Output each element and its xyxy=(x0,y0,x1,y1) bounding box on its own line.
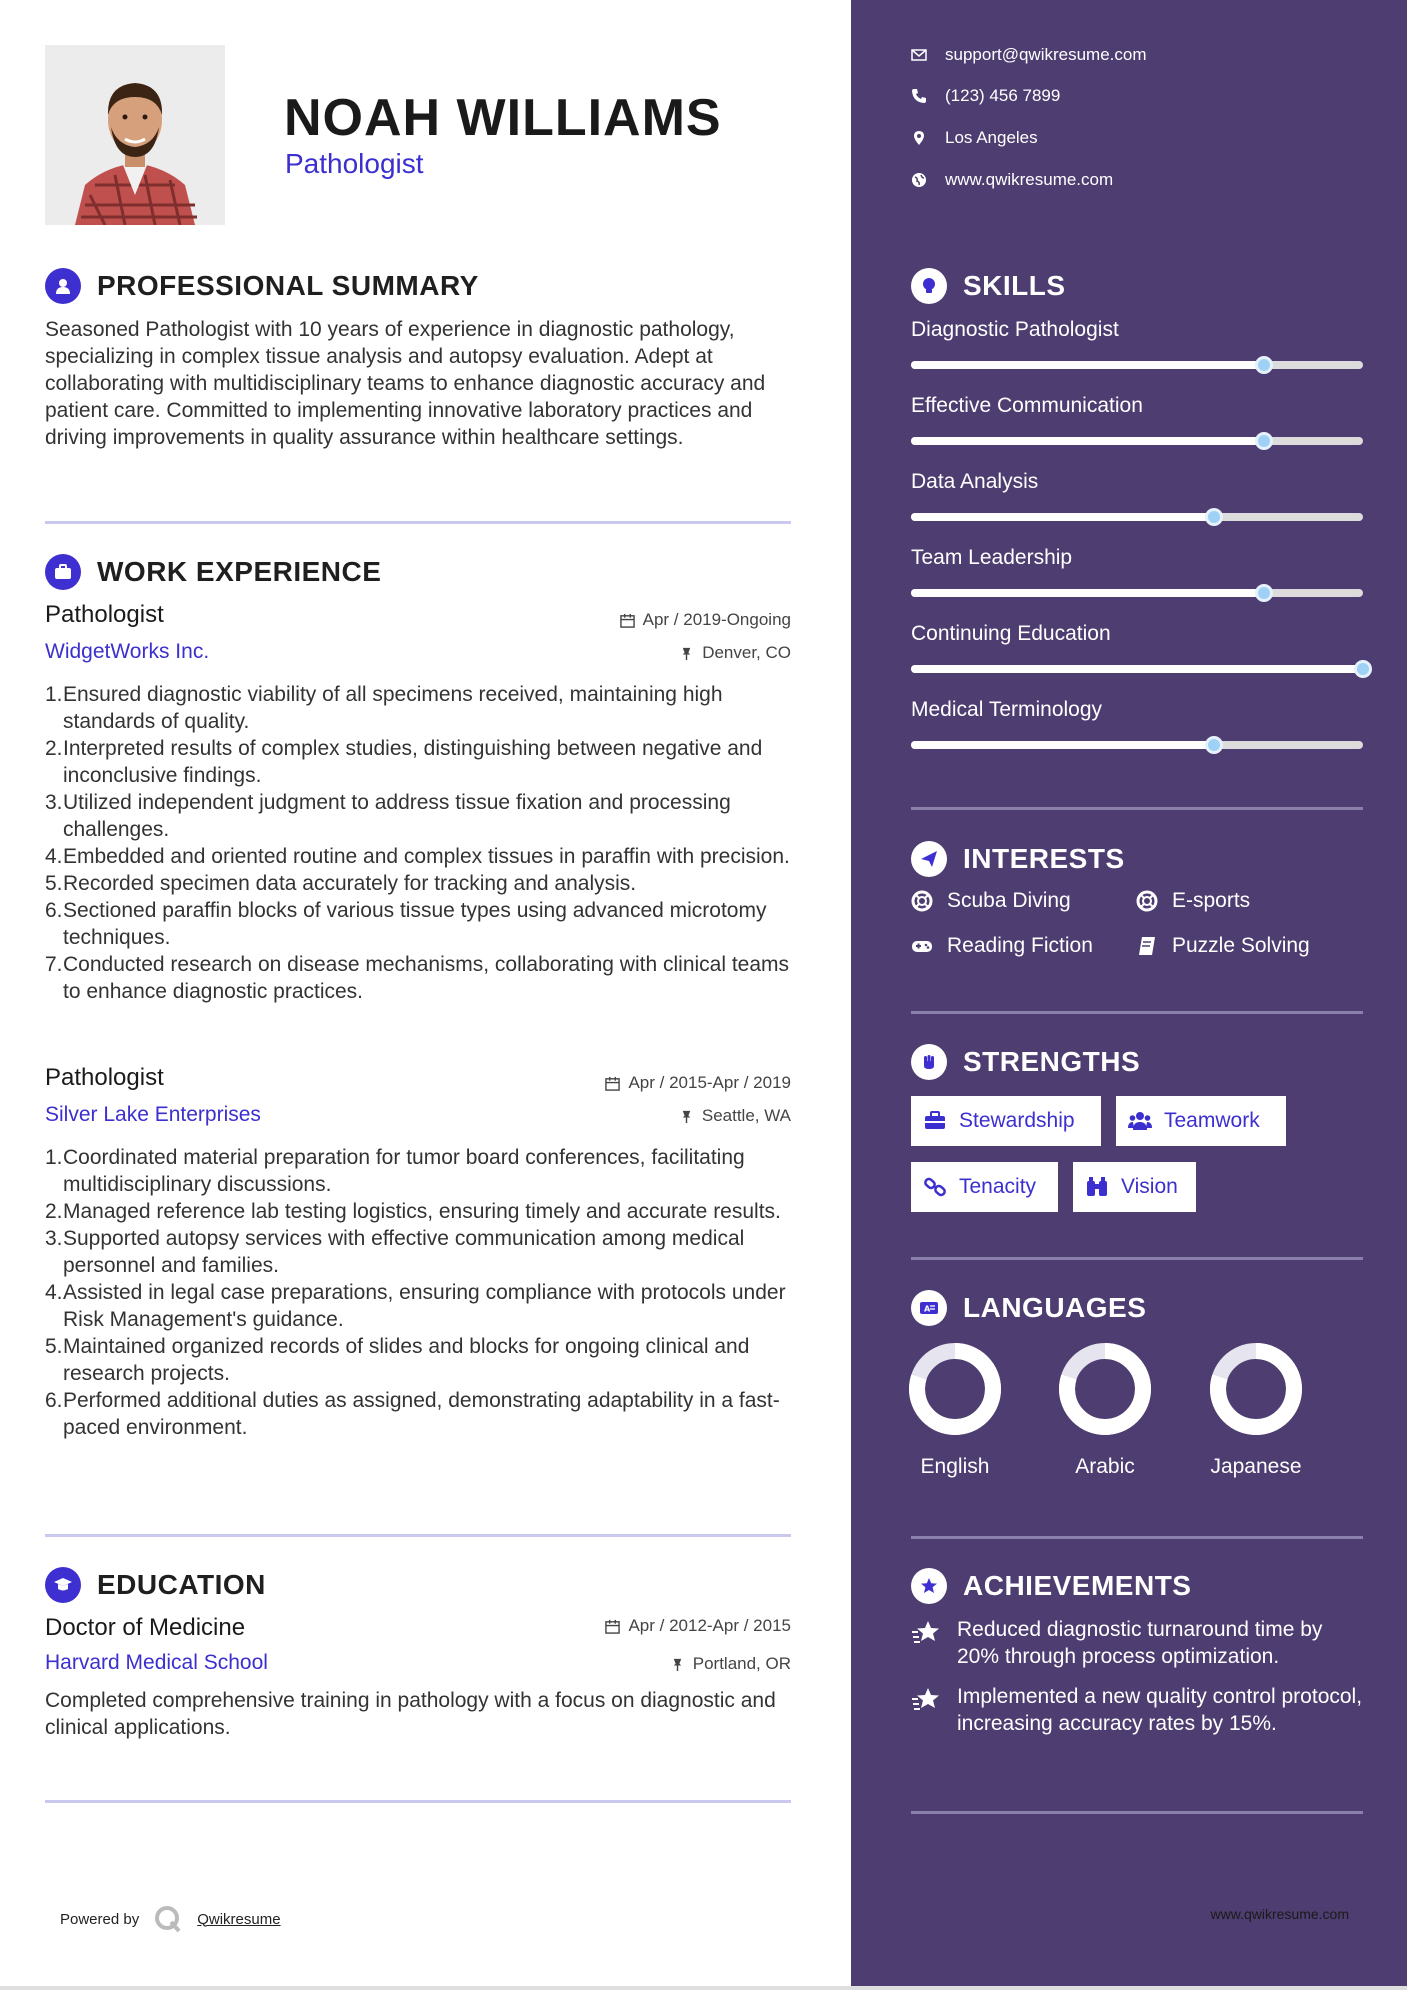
section-divider xyxy=(911,1257,1363,1260)
strength-badge: Tenacity xyxy=(911,1162,1058,1212)
pin-icon xyxy=(670,1657,685,1672)
skill-level-knob xyxy=(1354,660,1372,678)
list-item: 2. Interpreted results of complex studies, distinguishing between negative and inconclusive findings. xyxy=(45,737,763,787)
envelope-icon xyxy=(911,47,927,63)
skill-bar-fill xyxy=(911,741,1214,749)
achievement-item: Implemented a new quality control protocol, increasing accuracy rates by 15%. xyxy=(911,1683,1363,1737)
phone-icon xyxy=(911,88,927,104)
skill-label: Effective Communication xyxy=(911,394,1143,417)
skill-level-knob xyxy=(1255,432,1273,450)
gamepad-icon xyxy=(911,935,933,957)
skill-bar xyxy=(911,665,1363,673)
contact-location: Los Angeles xyxy=(911,128,1038,148)
education-text: Completed comprehensive training in pathology with a focus on diagnostic and clinical applications. xyxy=(45,1689,776,1739)
language-ring xyxy=(1208,1341,1304,1437)
language-ring xyxy=(907,1341,1003,1437)
summary-heading: PROFESSIONAL SUMMARY xyxy=(45,268,479,304)
skill-label: Diagnostic Pathologist xyxy=(911,318,1119,341)
section-divider xyxy=(45,1534,791,1537)
star-badge-icon xyxy=(911,1568,947,1604)
pin-icon xyxy=(679,646,694,661)
list-item: 4. Embedded and oriented routine and complex tissues in paraffin with precision. xyxy=(45,845,790,868)
lightbulb-icon xyxy=(911,268,947,304)
skill-level-knob xyxy=(1205,508,1223,526)
list-item: 6. Sectioned paraffin blocks of various tissue types using advanced microtomy techniques. xyxy=(45,899,767,949)
section-divider xyxy=(911,1811,1363,1814)
section-divider xyxy=(911,807,1363,810)
section-divider xyxy=(911,1536,1363,1539)
page-bottom-edge xyxy=(0,1986,1407,1990)
education-location: Portland, OR xyxy=(670,1654,791,1674)
skills-heading: SKILLS xyxy=(911,268,1066,304)
degree-title: Doctor of Medicine xyxy=(45,1614,246,1641)
skill-bar xyxy=(911,589,1363,597)
school-name: Harvard Medical School xyxy=(45,1651,268,1674)
skill-bar xyxy=(911,361,1363,369)
list-item: 4. Assisted in legal case preparations, ensuring compliance with protocols under Risk Management's guidance. xyxy=(45,1281,786,1331)
job-title: Pathologist xyxy=(45,601,164,628)
skill-bar-fill xyxy=(911,513,1214,521)
skill-bar-fill xyxy=(911,437,1264,445)
candidate-name: NOAH WILLIAMS xyxy=(284,89,722,147)
binoculars-icon xyxy=(1085,1175,1109,1199)
strengths-heading: STRENGTHS xyxy=(911,1044,1140,1080)
list-item: 2. Managed reference lab testing logistics, ensuring timely and accurate results. xyxy=(45,1200,781,1223)
language-name: English xyxy=(920,1455,990,1478)
skill-level-knob xyxy=(1255,356,1273,374)
globe-icon xyxy=(911,172,927,188)
pin-icon xyxy=(679,1109,694,1124)
job-title: Pathologist xyxy=(45,1064,164,1091)
sidebar xyxy=(851,0,1407,1990)
language-item xyxy=(895,1341,1015,1479)
briefcase-icon xyxy=(45,554,81,590)
skill-label: Continuing Education xyxy=(911,622,1111,645)
education-heading: EDUCATION xyxy=(45,1567,266,1603)
company-name: Silver Lake Enterprises xyxy=(45,1103,261,1126)
skill-label: Medical Terminology xyxy=(911,698,1103,721)
skill-bar-fill xyxy=(911,361,1264,369)
skill-bar-fill xyxy=(911,589,1264,597)
experience-heading: WORK EXPERIENCE xyxy=(45,554,381,590)
calendar-icon xyxy=(620,613,635,628)
contact-email[interactable]: support@qwikresume.com xyxy=(911,45,1147,65)
list-item: 6. Performed additional duties as assigned, demonstrating adaptability in a fast-paced environment. xyxy=(45,1389,780,1439)
link-icon xyxy=(923,1175,947,1199)
job-location: Seattle, WA xyxy=(679,1106,791,1126)
powered-by: Powered by Qwikresume xyxy=(60,1904,281,1934)
skill-label: Team Leadership xyxy=(911,546,1073,569)
book-icon xyxy=(1136,935,1158,957)
strength-badge: Vision xyxy=(1073,1162,1196,1212)
company-name: WidgetWorks Inc. xyxy=(45,640,210,663)
candidate-title: Pathologist xyxy=(285,148,424,179)
language-ring xyxy=(1057,1341,1153,1437)
footer-website[interactable]: www.qwikresume.com xyxy=(1210,1906,1349,1922)
contact-website[interactable]: www.qwikresume.com xyxy=(911,170,1113,190)
job-dates: Apr / 2015-Apr / 2019 xyxy=(605,1073,791,1093)
achievements-heading: ACHIEVEMENTS xyxy=(911,1568,1191,1604)
star-icon xyxy=(911,1618,941,1648)
achievement-item: Reduced diagnostic turnaround time by 20% through process optimization. xyxy=(911,1616,1363,1670)
skill-label: Data Analysis xyxy=(911,470,1039,493)
interest-item: Puzzle Solving xyxy=(1136,934,1310,958)
section-divider xyxy=(45,521,791,524)
strength-badge: Stewardship xyxy=(911,1096,1101,1146)
users-icon xyxy=(1128,1109,1152,1133)
qwikresume-logo-icon xyxy=(153,1904,183,1934)
languages-heading: A LANGUAGES xyxy=(911,1290,1146,1326)
job-bullets xyxy=(45,681,791,1005)
skill-level-knob xyxy=(1205,736,1223,754)
job-bullets xyxy=(45,1144,791,1441)
list-item: 1. Ensured diagnostic viability of all specimens received, maintaining high standards of quality. xyxy=(45,683,723,733)
interest-item: E-sports xyxy=(1136,889,1250,913)
language-item xyxy=(1196,1341,1316,1479)
language-icon xyxy=(911,1290,947,1326)
skill-level-knob xyxy=(1255,584,1273,602)
language-name: Arabic xyxy=(1075,1455,1135,1478)
interest-item: Scuba Diving xyxy=(911,889,1071,913)
language-name: Japanese xyxy=(1210,1455,1302,1478)
language-item xyxy=(1045,1341,1165,1479)
skill-bar xyxy=(911,437,1363,445)
list-item: 7. Conducted research on disease mechanisms, collaborating with clinical teams to enhance diagnostic practices. xyxy=(45,953,790,1003)
user-icon xyxy=(45,268,81,304)
job-dates: Apr / 2019-Ongoing xyxy=(620,610,791,630)
calendar-icon xyxy=(605,1619,620,1634)
interests-heading: INTERESTS xyxy=(911,841,1125,877)
interest-item: Reading Fiction xyxy=(911,934,1093,958)
paper-plane-icon xyxy=(911,841,947,877)
section-divider xyxy=(911,1011,1363,1014)
life-ring-icon xyxy=(911,890,933,912)
calendar-icon xyxy=(605,1076,620,1091)
qwikresume-link[interactable]: Qwikresume xyxy=(197,1910,281,1928)
education-dates: Apr / 2012-Apr / 2015 xyxy=(605,1616,791,1636)
job-location: Denver, CO xyxy=(679,643,791,663)
list-item: 5. Recorded specimen data accurately for tracking and analysis. xyxy=(45,872,637,895)
fist-icon xyxy=(911,1044,947,1080)
list-item: 3. Utilized independent judgment to address tissue fixation and processing challenges. xyxy=(45,791,731,841)
section-divider xyxy=(45,1800,791,1803)
star-icon xyxy=(911,1685,941,1715)
skill-bar xyxy=(911,741,1363,749)
summary-text: Seasoned Pathologist with 10 years of experience in diagnostic pathology, specializing in complex tissue analysis and autopsy evaluation. Adept at collaborating with multidisciplinary teams to enhance diagnostic accuracy and patient care. Committed to implementing innovative laboratory practices and driving improvements in quality assurance within healthcare settings. xyxy=(45,318,766,449)
list-item: 5. Maintained organized records of slides and blocks for ongoing clinical and research projects. xyxy=(45,1335,750,1385)
map-marker-icon xyxy=(911,130,927,146)
strength-badge: Teamwork xyxy=(1116,1096,1286,1146)
profile-photo xyxy=(45,45,225,225)
list-item: 1. Coordinated material preparation for tumor board conferences, facilitating multidisciplinary discussions. xyxy=(45,1146,745,1196)
list-item: 3. Supported autopsy services with effective communication among medical personnel and families. xyxy=(45,1227,745,1277)
svg-text:A: A xyxy=(924,1304,931,1314)
briefcase-icon xyxy=(923,1109,947,1133)
skill-bar xyxy=(911,513,1363,521)
graduation-icon xyxy=(45,1567,81,1603)
skill-bar-fill xyxy=(911,665,1363,673)
life-ring-icon xyxy=(1136,890,1158,912)
contact-phone[interactable]: (123) 456 7899 xyxy=(911,86,1060,106)
